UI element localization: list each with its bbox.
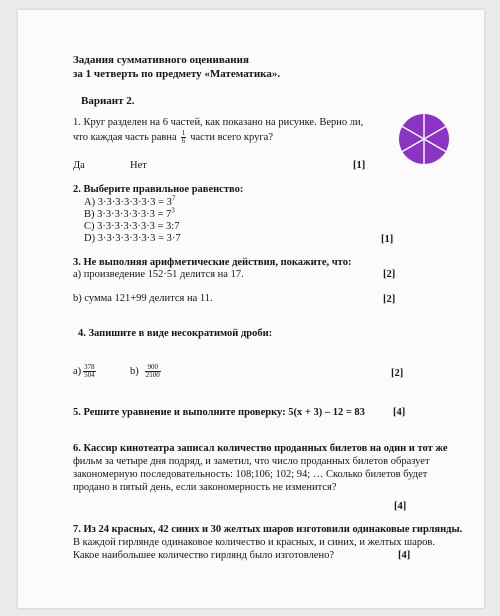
q2-option-a xyxy=(84,194,176,209)
q1-text-before: что каждая часть равна xyxy=(73,131,177,143)
q4-b-label: b) xyxy=(130,365,139,377)
q4-a-label: а) xyxy=(73,365,82,377)
q1-answer-no: Нет xyxy=(130,160,147,171)
q5-text: 5. Решите уравнение и выполните проверку: 5(х + 3) – 12 = 83 xyxy=(73,407,365,418)
worksheet-page xyxy=(18,10,484,608)
q3-part-b: b) сумма 121+99 делится на 11. xyxy=(73,293,213,304)
q6-line1-text: 6. Кассир кинотеатра записал количество проданных билетов на один и тот же xyxy=(73,443,448,454)
fraction-numerator: 1 xyxy=(181,129,186,137)
q2-option-a-text: А) 3·3·3·3·3·3·3 = 3 xyxy=(84,197,172,208)
fraction-numerator: 378 xyxy=(84,363,95,371)
header-subtitle: за 1 четверть по предмету «Математика». xyxy=(73,68,281,80)
q2-mark: [1] xyxy=(381,234,394,245)
q3-title: 3. Не выполняя арифметические действия, покажите, что: xyxy=(73,257,352,268)
q6-mark: [4] xyxy=(394,501,407,512)
fraction-denominator: 6 xyxy=(181,137,186,145)
q6-line2: фильм за четыре дня подряд, и заметил, что число проданных билетов образует xyxy=(73,456,430,467)
q2-option-c: С) 3·3·3·3·3·3·3 = 3:7 xyxy=(84,221,180,232)
q7-line1: 7. Из 24 красных, 42 синих и 30 желтых шаров изготовили одинаковые гирлянды. xyxy=(73,524,463,535)
q2-option-d: D) 3·3·3·3·3·3·3 = 3·7 xyxy=(84,233,181,244)
fraction-378-504 xyxy=(83,364,96,379)
header-title: Задания суммативного оценивания xyxy=(73,54,249,66)
fraction-denominator: 504 xyxy=(84,371,95,379)
pie-circle-diagram xyxy=(396,111,452,167)
q3-part-a: а) произведение 152·51 делится на 17. xyxy=(73,269,244,280)
fraction-one-sixth xyxy=(181,130,187,145)
q7-line3: Какое наибольшее количество гирлянд было изготовлено? xyxy=(73,550,334,561)
q2-option-a-exponent: 7 xyxy=(171,194,176,203)
q3-a-mark: [2] xyxy=(383,269,396,280)
q1-text-after: части всего круга? xyxy=(190,131,273,143)
q1-mark: [1] xyxy=(353,160,366,171)
q2-option-b-text: В) 3·3·3·3·3·3·3 = 7 xyxy=(84,209,172,220)
q4-mark: [2] xyxy=(391,368,404,379)
q1-answer-yes: Да xyxy=(73,160,85,171)
q4-title: 4. Запишите в виде несократимой дроби: xyxy=(78,328,273,339)
q1-line1: 1. Круг разделен на 6 частей, как показано на рисунке. Верно ли, xyxy=(73,117,364,128)
q5-mark: [4] xyxy=(393,407,406,418)
q6-line1 xyxy=(73,443,448,455)
q6-line3: закономерную последовательность: 108;106; 102; 94; … Сколько билетов будет xyxy=(73,469,428,480)
q2-option-b xyxy=(84,206,175,221)
q4-part-b xyxy=(130,364,165,379)
q2-title: 2. Выберите правильное равенство: xyxy=(73,184,244,195)
q3-b-mark: [2] xyxy=(383,294,396,305)
variant-label: Вариант 2. xyxy=(81,95,135,107)
q6-line4: продано в пятый день, если закономерность не изменится? xyxy=(73,482,337,493)
fraction-numerator: 900 xyxy=(145,364,161,372)
q7-mark: [4] xyxy=(398,550,411,561)
q7-line2: В каждой гирлянде одинаковое количество и красных, и синих, и желтых шаров. xyxy=(73,537,435,548)
q4-part-a xyxy=(73,364,100,379)
fraction-denominator: 2100 xyxy=(145,371,160,379)
q1-line2 xyxy=(73,130,273,145)
q2-option-b-exponent: 3 xyxy=(171,206,175,215)
fraction-900-2100 xyxy=(145,364,161,379)
